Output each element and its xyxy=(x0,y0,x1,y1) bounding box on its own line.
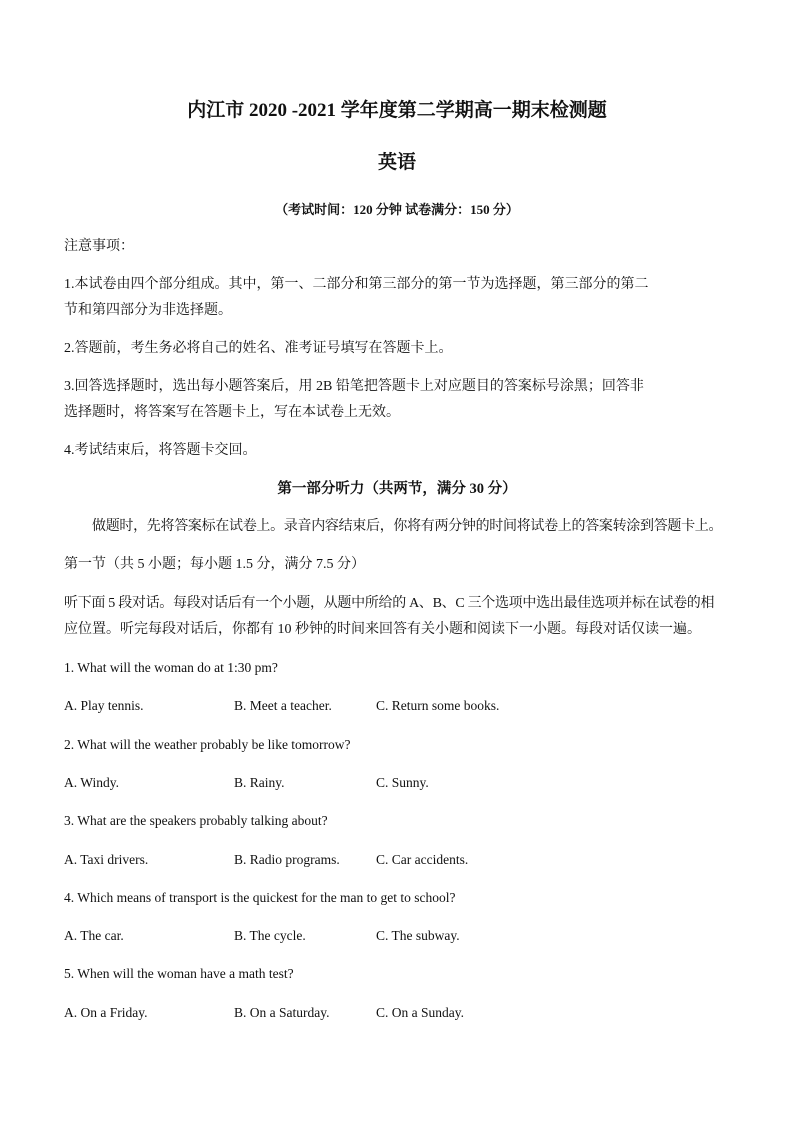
note-3-line-2: 选择题时，将答案写在答题卡上，写在本试卷上无效。 xyxy=(64,405,400,420)
option-a: A. Windy. xyxy=(64,775,119,790)
option-a: A. Taxi drivers. xyxy=(64,852,149,867)
option-a: A. Play tennis. xyxy=(64,698,144,713)
exam-title: 内江市 2020 -2021 学年度第二学期高一期末检测题 xyxy=(187,100,607,121)
section1-instruction-line-1: 听下面 5 段对话。每段对话后有一个小题，从题中所给的 A、B、C 三个选项中选出最佳选项并标在试卷的相 xyxy=(64,596,715,611)
section1-heading: 第一节（共 5 小题；每小题 1.5 分，满分 7.5 分） xyxy=(64,557,365,572)
option-c: C. The subway. xyxy=(376,928,460,943)
option-b: B. Meet a teacher. xyxy=(234,698,332,713)
notes-heading: 注意事项： xyxy=(64,239,134,254)
question-1: 1. What will the woman do at 1:30 pm? xyxy=(64,660,278,675)
question-2: 2. What will the weather probably be like tomorrow? xyxy=(64,737,351,752)
option-b: B. Radio programs. xyxy=(234,852,340,867)
option-c: C. On a Sunday. xyxy=(376,1005,464,1020)
note-4-line-1: 4.考试结束后，将答题卡交回。 xyxy=(64,443,257,458)
option-a: A. The car. xyxy=(64,928,124,943)
question-5: 5. When will the woman have a math test? xyxy=(64,966,294,981)
exam-info: （考试时间：120 分钟 试卷满分：150 分） xyxy=(275,202,519,217)
note-1-line-2: 节和第四部分为非选择题。 xyxy=(64,303,232,318)
option-b: B. The cycle. xyxy=(234,928,306,943)
option-a: A. On a Friday. xyxy=(64,1005,148,1020)
option-c: C. Return some books. xyxy=(376,698,500,713)
section1-instruction-line-2: 应位置。听完每段对话后，你都有 10 秒钟的时间来回答有关小题和阅读下一小题。每段对话仅读一遍。 xyxy=(64,622,701,637)
option-b: B. On a Saturday. xyxy=(234,1005,330,1020)
question-4: 4. Which means of transport is the quickest for the man to get to school? xyxy=(64,890,456,905)
option-c: C. Car accidents. xyxy=(376,852,469,867)
part1-instruction: 做题时，先将答案标在试卷上。录音内容结束后，你将有两分钟的时间将试卷上的答案转涂到答题卡上。 xyxy=(92,519,723,534)
option-c: C. Sunny. xyxy=(376,775,429,790)
note-2-line-1: 2.答题前，考生务必将自己的姓名、准考证号填写在答题卡上。 xyxy=(64,341,453,356)
question-3: 3. What are the speakers probably talking about? xyxy=(64,813,328,828)
option-b: B. Rainy. xyxy=(234,775,285,790)
note-3-line-1: 3.回答选择题时，选出每小题答案后，用 2B 铅笔把答题卡上对应题目的答案标号涂黑；回答非 xyxy=(64,379,644,394)
note-1-line-1: 1.本试卷由四个部分组成。其中，第一、二部分和第三部分的第一节为选择题，第三部分的第二 xyxy=(64,277,649,292)
part1-heading: 第一部分听力（共两节，满分 30 分） xyxy=(277,481,517,497)
exam-subject: 英语 xyxy=(377,152,416,173)
